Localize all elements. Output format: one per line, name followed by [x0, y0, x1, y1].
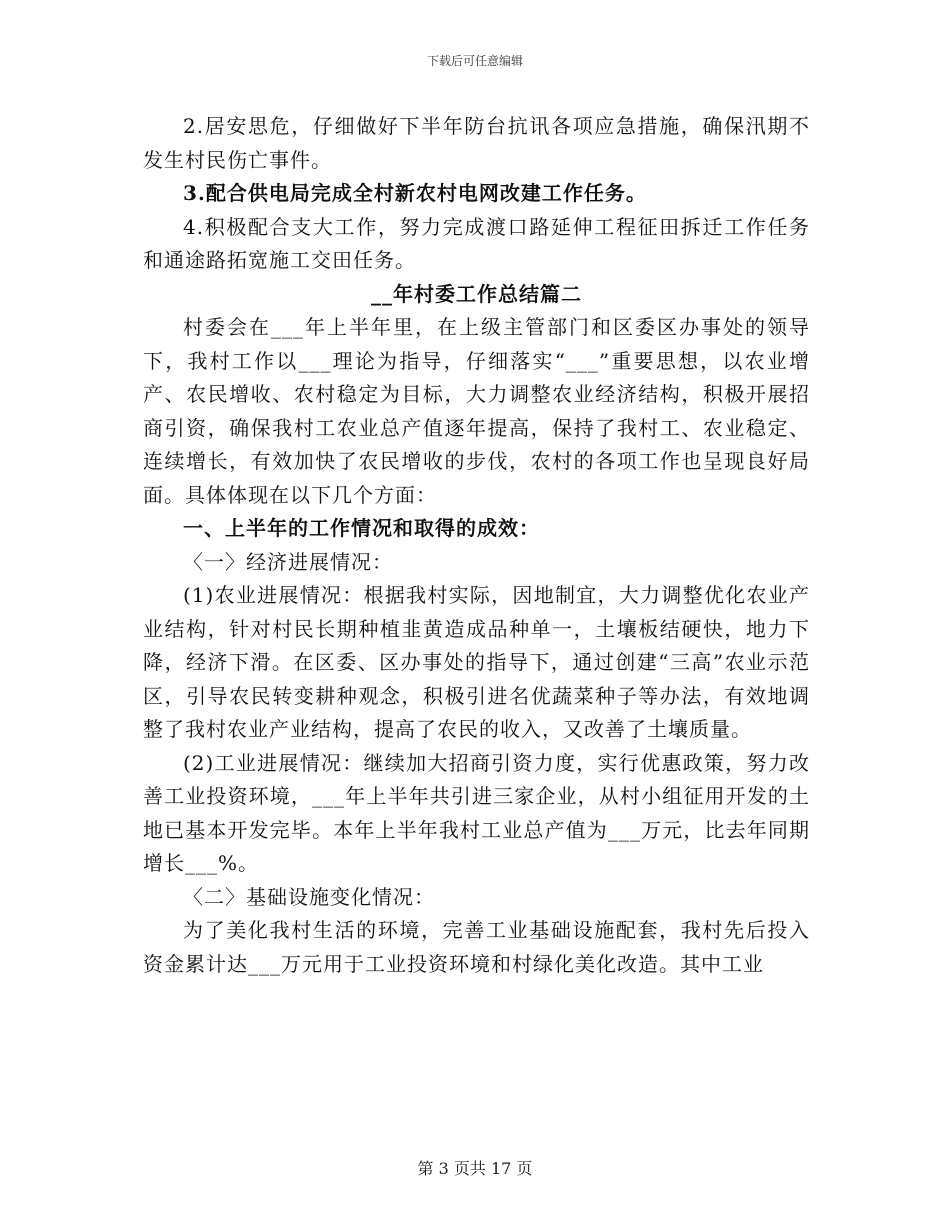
paragraph-bold: 3.配合供电局完成全村新农村电网改建工作任务。 — [183, 181, 647, 205]
subsection-heading: 〈一〉经济进展情况： — [183, 549, 393, 574]
page-footer: 第 3 页共 17 页 — [417, 1159, 533, 1178]
page-header: 下载后可任意编辑 — [426, 54, 523, 68]
paragraph: 为了美化我村生活的环境，完善工业基础设施配套，我村先后投入资金累计达___万元用于工业投资环境和村绿化美化改造。其中工业 — [143, 918, 810, 976]
paragraph: (2)工业进展情况：继续加大招商引资力度，实行优惠政策，努力改善工业投资环境，___年上半年共引进三家企业，从村小组征用开发的土地已基本开发完毕。本年上半年我村工业总产值为___万元，比去年同期增长___%。 — [143, 750, 810, 875]
paragraph: 村委会在___年上半年里，在上级主管部门和区委区办事处的领导下，我村工作以___理论为指导，仔细落实“___”重要思想，以农业增产、农民增收、农村稳定为目标，大力调整农业经济结构，积极开展招商引资，确保我村工农业总产值逐年提高，保持了我村工、农业稳定、连续增长，有效加快了农民增收的步伐，农村的各项工作也呈现良好局面。具体体现在以下几个方面： — [143, 315, 810, 507]
paragraph: (1)农业进展情况：根据我村实际，因地制宜，大力调整优化农业产业结构，针对村民长期种植韭黄造成品种单一，土壤板结硬快，地力下降，经济下滑。在区委、区办事处的指导下，通过创建“三高”农业示范区，引导农民转变耕种观念，积极引进名优蔬菜种子等办法，有效地调整了我村农业产业结构，提高了农民的收入，又改善了土壤质量。 — [143, 583, 810, 741]
subsection-heading: 〈二〉基础设施变化情况： — [183, 884, 435, 909]
section-heading: 一、上半年的工作情况和取得的成效： — [183, 516, 540, 540]
document-body — [143, 110, 810, 981]
paragraph: 2.居安思危，仔细做好下半年防台抗讯各项应急措施，确保汛期不发生村民伤亡事件。 — [143, 114, 810, 172]
paragraph: 4.积极配合支大工作，努力完成渡口路延伸工程征田拆迁工作任务和通途路拓宽施工交田任务。 — [143, 214, 810, 272]
section-title: __年村委工作总结篇二 — [371, 281, 582, 306]
